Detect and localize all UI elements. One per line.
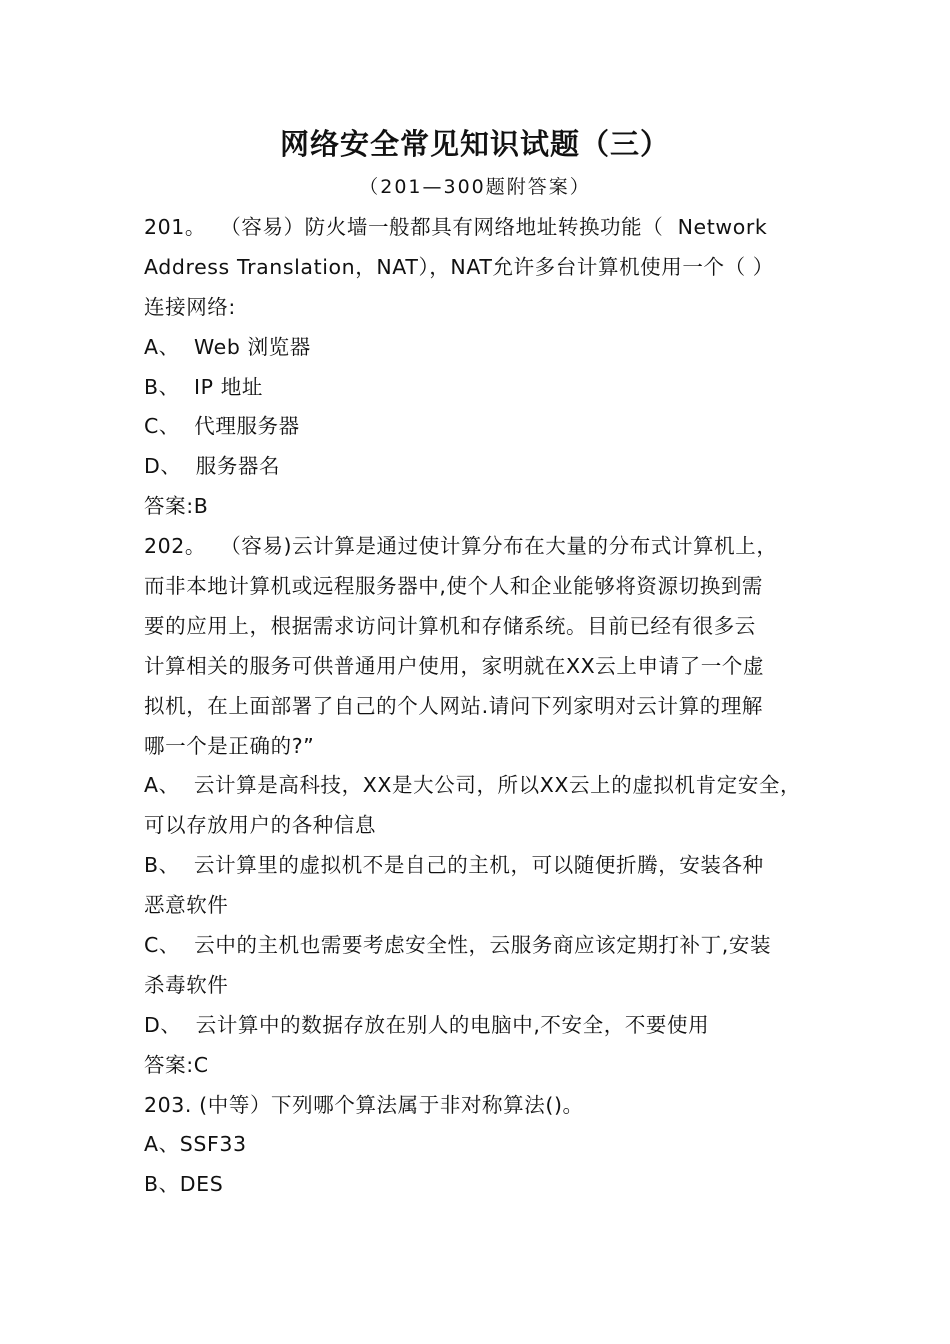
option-line: C、 代理服务器 bbox=[144, 414, 300, 439]
option-line: 杀毒软件 bbox=[144, 972, 229, 997]
text-line: Address Translation，NAT），NAT允许多台计算机使用一个（ ） bbox=[144, 254, 774, 279]
text-line: 计算相关的服务可供普通用户使用，家明就在XX云上申请了一个虚 bbox=[144, 653, 765, 678]
text-line: 连接网络: bbox=[144, 294, 236, 319]
option-line: B、DES bbox=[144, 1172, 224, 1197]
option-line: B、 云计算里的虚拟机不是自己的主机，可以随便折腾，安装各种 bbox=[144, 853, 764, 878]
document-subtitle: （201—300题附答案） bbox=[359, 176, 591, 198]
option-line: C、 云中的主机也需要考虑安全性，云服务商应该定期打补丁,安装 bbox=[144, 933, 772, 958]
option-line: 恶意软件 bbox=[144, 893, 229, 918]
text-line: 203. (中等）下列哪个算法属于非对称算法()。 bbox=[144, 1092, 584, 1117]
text-line: 要的应用上，根据需求访问计算机和存储系统。目前已经有很多云 bbox=[144, 613, 756, 638]
answer-line: 答案:B bbox=[144, 494, 209, 519]
question-body bbox=[144, 208, 816, 1205]
text-line: 拟机，在上面部署了自己的个人网站.请问下列家明对云计算的理解 bbox=[144, 693, 764, 718]
option-line: B、 IP 地址 bbox=[144, 374, 263, 399]
text-line: 202。 （容易)云计算是通过使计算分布在大量的分布式计算机上， bbox=[144, 534, 778, 559]
answer-line: 答案:C bbox=[144, 1052, 209, 1077]
text-line: 201。 （容易）防火墙一般都具有网络地址转换功能（ Network bbox=[144, 215, 768, 239]
document-title: 网络安全常见知识试题（三） bbox=[279, 127, 670, 161]
option-line: D、 服务器名 bbox=[144, 454, 281, 479]
option-line: A、SSF33 bbox=[144, 1132, 247, 1157]
option-line: A、 云计算是高科技，XX是大公司，所以XX云上的虚拟机肯定安全， bbox=[144, 773, 802, 798]
text-line: 而非本地计算机或远程服务器中,使个人和企业能够将资源切换到需 bbox=[144, 574, 764, 599]
option-line: 可以存放用户的各种信息 bbox=[144, 813, 377, 838]
option-line: A、 Web 浏览器 bbox=[144, 334, 311, 359]
text-line: 哪一个是正确的?” bbox=[144, 733, 315, 758]
option-line: D、 云计算中的数据存放在别人的电脑中,不安全，不要使用 bbox=[144, 1012, 710, 1037]
